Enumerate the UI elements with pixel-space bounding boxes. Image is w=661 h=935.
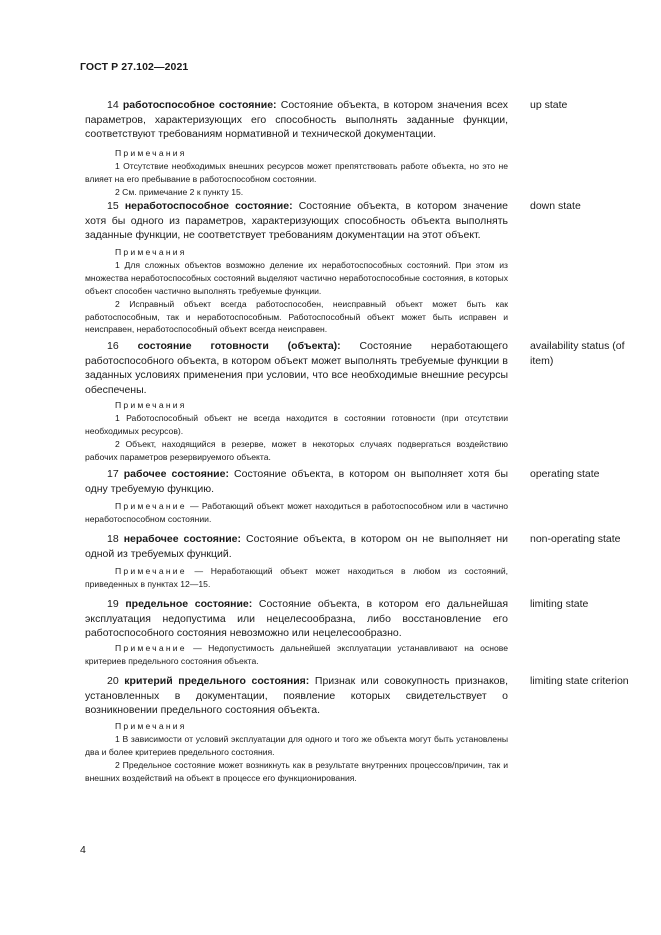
term-name: предельное состояние: <box>125 598 253 610</box>
term-definition: Состояние объекта, в котором значения всех параметров, характеризующих его способность выполнять заданные функции, соответствуют требованиям нормативной и технической документации. <box>85 99 508 141</box>
term-entry-16 <box>85 339 508 397</box>
note-19 <box>85 642 508 668</box>
term-name: нерабочее состояние: <box>123 533 242 545</box>
note-item: 1 Для сложных объектов возможно деление их неработоспособных состояний. При этом из множества неработоспособных состояний выделяют частично неработоспособные состояния, в которых объект способен частично выполнять требуемые функции. <box>85 259 508 296</box>
note-item: 2 Исправный объект всегда работоспособен, неисправный объект может быть как работоспособным, так и неработоспособным. Работоспособный объект может быть исправен и неисправен, неработоспособный объект всегда неисправен. <box>85 298 508 335</box>
note-title: Примечание <box>115 566 187 576</box>
note-text: — Неработающий объект может находиться в любом из состояний, приведенных в пунктах 12—15. <box>85 566 509 589</box>
english-equivalent-15: down state <box>530 200 581 212</box>
note-item: 1 Работоспособный объект не всегда находится в состоянии готовности (при отсутствии необходимых ресурсов). <box>85 412 508 436</box>
notes-title: Примечания <box>115 721 187 731</box>
term-number: 16 <box>107 340 119 352</box>
note-text: — Работающий объект может находиться в работоспособном или в частично неработоспособном состоянии. <box>85 501 509 524</box>
note-text: — Недопустимость дальнейшей эксплуатации устанавливают на основе критериев предельного состояния объекта. <box>85 643 508 666</box>
term-number: 17 <box>107 468 119 480</box>
term-definition: Признак или совокупность признаков, установленных в документации, появление которых свидетельствует о возникновении предельного состояния объекта. <box>85 675 509 717</box>
term-entry-14 <box>85 98 508 142</box>
term-definition: Состояние объекта, в котором он не выполняет ни одной из требуемых функций. <box>85 533 509 560</box>
english-equivalent-17: operating state <box>530 468 600 480</box>
term-entry-15 <box>85 199 508 243</box>
note-item: 1 В зависимости от условий эксплуатации для одного и того же объекта могут быть установлены два и более критериев предельного состояния. <box>85 733 508 757</box>
term-number: 14 <box>107 99 119 111</box>
term-entry-19 <box>85 597 508 641</box>
notes-14 <box>85 147 508 199</box>
note-17 <box>85 500 508 526</box>
note-item: 1 Отсутствие необходимых внешних ресурсов может препятствовать работе объекта, но это не влияет на его пребывание в работоспособном состоянии. <box>85 160 508 184</box>
term-name: рабочее состояние: <box>123 468 229 480</box>
term-number: 15 <box>107 200 119 212</box>
term-definition: Состояние неработающего работоспособного объекта, в котором объект может выполнять требуемые функции в заданных условиях применения при условии, что все необходимые внешние ресурсы обеспечены. <box>85 340 508 396</box>
term-entry-20 <box>85 674 508 718</box>
term-number: 20 <box>107 675 119 687</box>
note-item: 2 Предельное состояние может возникнуть как в результате внутренних процессов/причин, так и внешних воздействий на объект в процессе его функционирования. <box>85 759 508 783</box>
notes-title: Примечания <box>115 148 187 158</box>
notes-20 <box>85 720 508 785</box>
page-number: 4 <box>80 844 86 856</box>
notes-title: Примечания <box>115 247 187 257</box>
english-equivalent-16: availability status (of item) <box>530 340 625 367</box>
notes-16 <box>85 399 508 464</box>
note-18 <box>85 565 508 591</box>
term-number: 18 <box>107 533 119 545</box>
notes-15 <box>85 246 508 336</box>
note-item: 2 Объект, находящийся в резерве, может в некоторых случаях подвергаться воздействию рабочих параметров резервируемого объекта. <box>85 438 508 462</box>
english-equivalent-20: limiting state criterion <box>530 675 629 687</box>
english-equivalent-19: limiting state <box>530 598 589 610</box>
term-definition: Состояние объекта, в котором его дальнейшая эксплуатация недопустима или нецелесообразна, либо восстановление его работоспособного состояния невозможно или нецелесообразно. <box>85 598 509 640</box>
term-definition: Состояние объекта, в котором значение хотя бы одного из параметров, характеризующих способность объекта выполнять заданные функции, не соответствует требованиям документации на этот объект. <box>85 200 508 242</box>
note-item: 2 См. примечание 2 к пункту 15. <box>115 186 244 197</box>
term-number: 19 <box>107 598 119 610</box>
term-name: неработоспособное состояние: <box>124 200 293 212</box>
term-name: критерий предельного состояния: <box>124 675 310 687</box>
english-equivalent-14: up state <box>530 99 568 111</box>
term-entry-18 <box>85 532 508 561</box>
term-definition: Состояние объекта, в котором он выполняет хотя бы одну требуемую функцию. <box>85 468 508 495</box>
note-title: Примечание <box>115 643 187 653</box>
note-title: Примечание <box>115 501 187 511</box>
term-name: состояние готовности (объекта): <box>137 340 341 352</box>
term-name: работоспособное состояние: <box>122 99 277 111</box>
notes-title: Примечания <box>115 400 187 410</box>
term-entry-17 <box>85 467 508 496</box>
english-equivalent-18: non-operating state <box>530 533 621 545</box>
standard-header: ГОСТ Р 27.102—2021 <box>80 61 189 73</box>
